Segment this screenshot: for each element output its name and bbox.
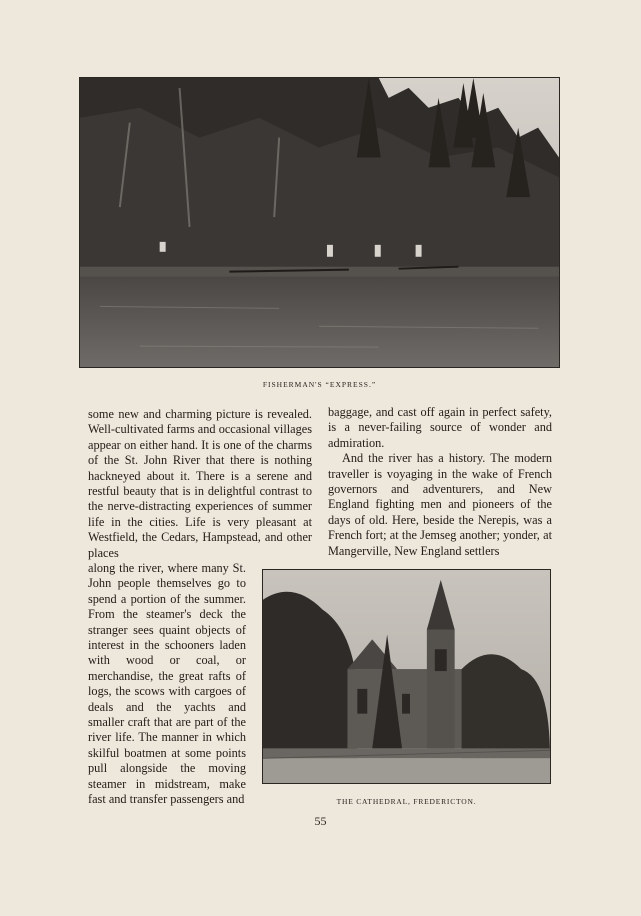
right-paragraph-1: baggage, and cast off again in perfect safety, is a never-failing source of wonder and admiration.: [328, 405, 552, 450]
left-column-narrow: [88, 561, 246, 808]
forest-river-illustration: [80, 78, 559, 367]
caption-fishermans-express: FISHERMAN'S “EXPRESS.”: [262, 380, 377, 389]
caption-cathedral: THE CATHEDRAL, FREDERICTON.: [336, 797, 477, 806]
page-number: 55: [314, 814, 327, 828]
right-paragraph-2: And the river has a history. The modern traveller is voyaging in the wake of French governors and adventurers, and New England fighting men and pioneers of the days of old. Here, beside the Nerepis, was a French fort; at the Jemseg another; yonder, at Mangerville, New England settlers: [328, 451, 552, 558]
left-column-top: [88, 407, 312, 561]
cathedral-illustration: [263, 570, 550, 783]
right-column: [328, 405, 552, 559]
left-paragraph-narrow: along the river, where many St. John people themselves go to spend a portion of the summer. From the steamer's deck the stranger sees quaint objects of interest in the schooners laden with wood or coal, or merchandise, the great rafts of logs, the scows with cargoes of deals and the yachts and smaller craft that are part of the river life. The manner in which skilful boatmen at some points pull alongside the moving steamer in midstream, make fast and transfer passengers and: [88, 561, 246, 807]
riverbank-photo: [79, 77, 560, 368]
left-paragraph-top: some new and charming picture is revealed. Well-cultivated farms and occasional villages appear on either hand. It is one of the charms of the St. John River that there is nothing hackneyed about it. There is a serene and restful beauty that is in delightful contrast to the nerve-distracting experiences of summer life in the cities. Life is very pleasant at Westfield, the Cedars, Hampstead, and other places: [88, 407, 312, 560]
cathedral-photo: [262, 569, 551, 784]
